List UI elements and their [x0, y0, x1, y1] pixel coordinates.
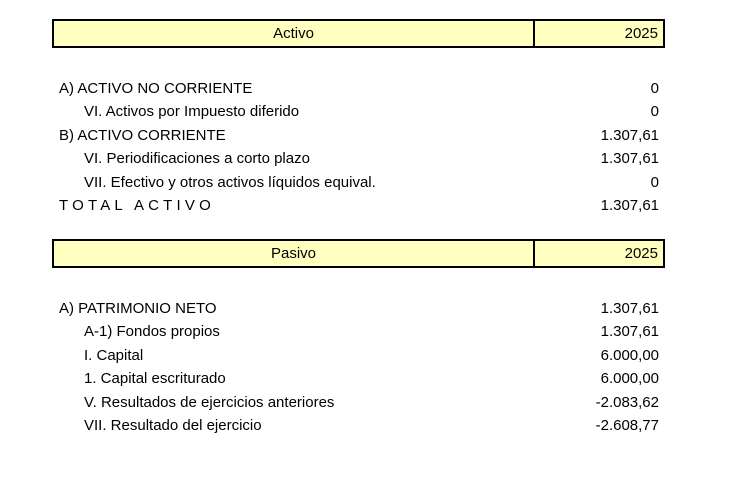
pasivo-row-resultado-ejercicio [52, 414, 665, 437]
row-value: 0 [650, 103, 659, 121]
row-label: VI. Activos por Impuesto diferido [84, 103, 300, 121]
row-label: VII. Efectivo y otros activos líquidos equival. [84, 173, 376, 191]
row-label: VII. Resultado del ejercicio [84, 416, 262, 434]
row-value: 1.307,61 [600, 300, 659, 317]
row-value: 6.000,00 [600, 346, 659, 364]
pasivo-row-resultados-anteriores [52, 391, 665, 414]
activo-header-year: 2025 [624, 25, 658, 42]
row-label: A) PATRIMONIO NETO [59, 300, 217, 317]
pasivo-row-capital-escriturado [52, 367, 665, 390]
activo-section [52, 19, 665, 217]
row-label: 1. Capital escriturado [84, 370, 226, 388]
pasivo-header-title: Pasivo [54, 241, 535, 266]
activo-header-title: Activo [54, 21, 535, 46]
row-value: 1.307,61 [600, 150, 659, 168]
row-label: I. Capital [84, 346, 144, 364]
row-label: TOTAL ACTIVO [59, 196, 215, 214]
activo-row-activo-corriente [52, 124, 665, 147]
pasivo-row-fondos-propios [52, 320, 665, 343]
pasivo-row-patrimonio-neto [52, 297, 665, 320]
pasivo-header [52, 239, 665, 268]
row-value: 1.307,61 [600, 196, 659, 214]
row-value: 6.000,00 [600, 370, 659, 388]
activo-row-periodificaciones [52, 147, 665, 170]
activo-row-total-activo [52, 194, 665, 217]
pasivo-rows [52, 297, 665, 437]
row-value: 0 [650, 173, 659, 191]
row-value: -2.608,77 [595, 416, 659, 434]
pasivo-section [52, 239, 665, 437]
activo-rows [52, 77, 665, 217]
row-value: 0 [650, 80, 659, 97]
activo-row-impuesto-diferido [52, 100, 665, 123]
pasivo-row-capital [52, 344, 665, 367]
row-label: A-1) Fondos propios [84, 323, 220, 341]
activo-header [52, 19, 665, 48]
pasivo-header-year: 2025 [624, 245, 658, 262]
row-label: B) ACTIVO CORRIENTE [59, 126, 226, 144]
activo-row-activo-no-corriente [52, 77, 665, 100]
row-value: -2.083,62 [595, 393, 659, 411]
activo-row-efectivo [52, 171, 665, 194]
row-value: 1.307,61 [600, 126, 659, 144]
row-label: VI. Periodificaciones a corto plazo [84, 150, 310, 168]
row-label: A) ACTIVO NO CORRIENTE [59, 80, 253, 97]
row-value: 1.307,61 [600, 323, 659, 341]
row-label: V. Resultados de ejercicios anteriores [84, 393, 335, 411]
